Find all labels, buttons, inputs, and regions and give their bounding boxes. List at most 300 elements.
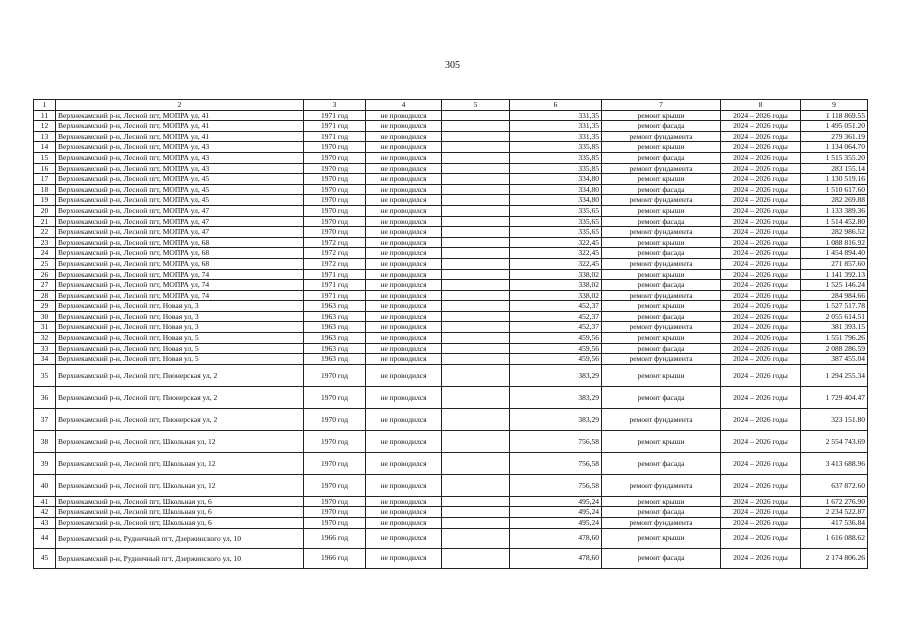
- cost-cell: 387 455.04: [801, 354, 868, 365]
- period-cell: 2024 – 2026 годы: [721, 205, 801, 216]
- column-5-cell: [442, 142, 510, 153]
- work-type-cell: ремонт крыши: [602, 430, 721, 452]
- work-type-cell: ремонт фундамента: [602, 354, 721, 365]
- area-cell: 756,58: [510, 474, 602, 496]
- row-number: 36: [34, 386, 56, 408]
- build-year-cell: 1972 год: [304, 248, 366, 259]
- area-cell: 335,85: [510, 163, 602, 174]
- area-cell: 459,56: [510, 333, 602, 344]
- repair-status-cell: не проводился: [366, 184, 442, 195]
- build-year-cell: 1970 год: [304, 507, 366, 518]
- work-type-cell: ремонт крыши: [602, 174, 721, 185]
- table-row: [34, 333, 868, 344]
- column-5-cell: [442, 121, 510, 132]
- build-year-cell: 1970 год: [304, 496, 366, 507]
- table-row: [34, 452, 868, 474]
- cost-cell: 2 234 522.87: [801, 507, 868, 518]
- column-5-cell: [442, 290, 510, 301]
- column-5-cell: [442, 205, 510, 216]
- cost-cell: 2 055 614.51: [801, 311, 868, 322]
- cost-cell: 3 413 688.96: [801, 452, 868, 474]
- address-cell: Верхнекамский р-н, Лесной пгт, МОПРА ул, 74: [56, 269, 304, 280]
- address-cell: Верхнекамский р-н, Лесной пгт, Новая ул, 5: [56, 343, 304, 354]
- column-5-cell: [442, 280, 510, 291]
- column-number: 3: [304, 100, 366, 111]
- work-type-cell: ремонт крыши: [602, 142, 721, 153]
- area-cell: 322,45: [510, 237, 602, 248]
- address-cell: Верхнекамский р-н, Лесной пгт, Новая ул, 3: [56, 301, 304, 312]
- row-number: 31: [34, 322, 56, 333]
- table-row: [34, 474, 868, 496]
- address-cell: Верхнекамский р-н, Лесной пгт, МОПРА ул, 43: [56, 163, 304, 174]
- column-5-cell: [442, 131, 510, 142]
- build-year-cell: 1963 год: [304, 301, 366, 312]
- cost-cell: 1 133 389.36: [801, 205, 868, 216]
- build-year-cell: 1971 год: [304, 121, 366, 132]
- repair-status-cell: не проводился: [366, 322, 442, 333]
- address-cell: Верхнекамский р-н, Лесной пгт, МОПРА ул, 45: [56, 195, 304, 206]
- period-cell: 2024 – 2026 годы: [721, 354, 801, 365]
- table-row: [34, 248, 868, 259]
- build-year-cell: 1970 год: [304, 184, 366, 195]
- period-cell: 2024 – 2026 годы: [721, 237, 801, 248]
- repair-status-cell: не проводился: [366, 174, 442, 185]
- row-number: 32: [34, 333, 56, 344]
- table-row: [34, 322, 868, 333]
- table-row: [34, 121, 868, 132]
- row-number: 42: [34, 507, 56, 518]
- column-5-cell: [442, 364, 510, 386]
- period-cell: 2024 – 2026 годы: [721, 548, 801, 568]
- period-cell: 2024 – 2026 годы: [721, 528, 801, 548]
- period-cell: 2024 – 2026 годы: [721, 430, 801, 452]
- area-cell: 495,24: [510, 507, 602, 518]
- address-cell: Верхнекамский р-н, Лесной пгт, МОПРА ул, 43: [56, 152, 304, 163]
- column-5-cell: [442, 452, 510, 474]
- repair-status-cell: не проводился: [366, 386, 442, 408]
- table-row: [34, 507, 868, 518]
- work-type-cell: ремонт фундамента: [602, 474, 721, 496]
- build-year-cell: 1963 год: [304, 343, 366, 354]
- column-number-row: [34, 100, 868, 111]
- repair-status-cell: не проводился: [366, 258, 442, 269]
- area-cell: 383,29: [510, 408, 602, 430]
- period-cell: 2024 – 2026 годы: [721, 269, 801, 280]
- column-5-cell: [442, 301, 510, 312]
- area-cell: 322,45: [510, 248, 602, 259]
- work-type-cell: ремонт фундамента: [602, 131, 721, 142]
- build-year-cell: 1970 год: [304, 364, 366, 386]
- column-5-cell: [442, 216, 510, 227]
- table-row: [34, 290, 868, 301]
- period-cell: 2024 – 2026 годы: [721, 184, 801, 195]
- cost-cell: 271 857.60: [801, 258, 868, 269]
- column-5-cell: [442, 237, 510, 248]
- address-cell: Верхнекамский р-н, Лесной пгт, Школьная ул, 6: [56, 518, 304, 529]
- cost-cell: 323 151.80: [801, 408, 868, 430]
- cost-cell: 279 361.19: [801, 131, 868, 142]
- cost-cell: 1 515 355.20: [801, 152, 868, 163]
- column-5-cell: [442, 195, 510, 206]
- repair-status-cell: не проводился: [366, 290, 442, 301]
- table-row: [34, 311, 868, 322]
- area-cell: 478,60: [510, 548, 602, 568]
- cost-cell: 1 729 404.47: [801, 386, 868, 408]
- cost-cell: 637 872.60: [801, 474, 868, 496]
- period-cell: 2024 – 2026 годы: [721, 163, 801, 174]
- address-cell: Верхнекамский р-н, Лесной пгт, Новая ул, 5: [56, 354, 304, 365]
- area-cell: 478,60: [510, 528, 602, 548]
- area-cell: 331,35: [510, 110, 602, 121]
- work-type-cell: ремонт крыши: [602, 301, 721, 312]
- work-type-cell: ремонт фасада: [602, 548, 721, 568]
- column-5-cell: [442, 496, 510, 507]
- area-cell: 459,56: [510, 354, 602, 365]
- row-number: 33: [34, 343, 56, 354]
- page-number: 305: [445, 60, 460, 71]
- address-cell: Верхнекамский р-н, Лесной пгт, МОПРА ул, 47: [56, 216, 304, 227]
- work-type-cell: ремонт фундамента: [602, 290, 721, 301]
- row-number: 45: [34, 548, 56, 568]
- area-cell: 335,85: [510, 142, 602, 153]
- cost-cell: 1 141 392.13: [801, 269, 868, 280]
- column-5-cell: [442, 110, 510, 121]
- area-cell: 335,65: [510, 227, 602, 238]
- period-cell: 2024 – 2026 годы: [721, 110, 801, 121]
- area-cell: 495,24: [510, 518, 602, 529]
- address-cell: Верхнекамский р-н, Лесной пгт, Пионерская ул, 2: [56, 386, 304, 408]
- repair-status-cell: не проводился: [366, 364, 442, 386]
- repair-status-cell: не проводился: [366, 131, 442, 142]
- table-row: [34, 237, 868, 248]
- area-cell: 756,58: [510, 452, 602, 474]
- area-cell: 335,65: [510, 205, 602, 216]
- table-row: [34, 364, 868, 386]
- period-cell: 2024 – 2026 годы: [721, 496, 801, 507]
- period-cell: 2024 – 2026 годы: [721, 474, 801, 496]
- table-row: [34, 184, 868, 195]
- table-row: [34, 110, 868, 121]
- build-year-cell: 1963 год: [304, 322, 366, 333]
- period-cell: 2024 – 2026 годы: [721, 322, 801, 333]
- repair-status-cell: не проводился: [366, 121, 442, 132]
- build-year-cell: 1970 год: [304, 216, 366, 227]
- period-cell: 2024 – 2026 годы: [721, 343, 801, 354]
- work-type-cell: ремонт фасада: [602, 311, 721, 322]
- column-5-cell: [442, 518, 510, 529]
- build-year-cell: 1963 год: [304, 333, 366, 344]
- column-5-cell: [442, 184, 510, 195]
- row-number: 28: [34, 290, 56, 301]
- column-5-cell: [442, 163, 510, 174]
- build-year-cell: 1971 год: [304, 269, 366, 280]
- column-5-cell: [442, 333, 510, 344]
- build-year-cell: 1971 год: [304, 131, 366, 142]
- address-cell: Верхнекамский р-н, Лесной пгт, МОПРА ул, 41: [56, 121, 304, 132]
- build-year-cell: 1970 год: [304, 452, 366, 474]
- column-5-cell: [442, 152, 510, 163]
- table-row: [34, 354, 868, 365]
- build-year-cell: 1963 год: [304, 354, 366, 365]
- build-year-cell: 1972 год: [304, 237, 366, 248]
- work-type-cell: ремонт фасада: [602, 121, 721, 132]
- repair-status-cell: не проводился: [366, 163, 442, 174]
- column-5-cell: [442, 354, 510, 365]
- row-number: 14: [34, 142, 56, 153]
- row-number: 29: [34, 301, 56, 312]
- table-row: [34, 548, 868, 568]
- cost-cell: 1 527 517.78: [801, 301, 868, 312]
- column-5-cell: [442, 474, 510, 496]
- repair-status-cell: не проводился: [366, 343, 442, 354]
- cost-cell: 1 134 064.70: [801, 142, 868, 153]
- build-year-cell: 1971 год: [304, 290, 366, 301]
- cost-cell: 1 514 452.80: [801, 216, 868, 227]
- work-type-cell: ремонт фасада: [602, 507, 721, 518]
- period-cell: 2024 – 2026 годы: [721, 386, 801, 408]
- row-number: 38: [34, 430, 56, 452]
- repair-status-cell: не проводился: [366, 408, 442, 430]
- period-cell: 2024 – 2026 годы: [721, 301, 801, 312]
- area-cell: 452,37: [510, 322, 602, 333]
- work-type-cell: ремонт фундамента: [602, 195, 721, 206]
- table-row: [34, 280, 868, 291]
- cost-cell: 417 536.84: [801, 518, 868, 529]
- work-type-cell: ремонт фундамента: [602, 322, 721, 333]
- address-cell: Верхнекамский р-н, Лесной пгт, МОПРА ул, 41: [56, 110, 304, 121]
- work-type-cell: ремонт фасада: [602, 452, 721, 474]
- table-row: [34, 430, 868, 452]
- cost-cell: 1 495 051.20: [801, 121, 868, 132]
- row-number: 11: [34, 110, 56, 121]
- area-cell: 334,80: [510, 184, 602, 195]
- column-5-cell: [442, 269, 510, 280]
- table-row: [34, 174, 868, 185]
- address-cell: Верхнекамский р-н, Лесной пгт, МОПРА ул, 74: [56, 290, 304, 301]
- area-cell: 322,45: [510, 258, 602, 269]
- area-cell: 452,37: [510, 311, 602, 322]
- column-5-cell: [442, 322, 510, 333]
- column-5-cell: [442, 343, 510, 354]
- cost-cell: 1 294 255.34: [801, 364, 868, 386]
- column-5-cell: [442, 507, 510, 518]
- cost-cell: 1 118 869.55: [801, 110, 868, 121]
- row-number: 19: [34, 195, 56, 206]
- cost-cell: 1 454 894.40: [801, 248, 868, 259]
- repair-status-cell: не проводился: [366, 430, 442, 452]
- period-cell: 2024 – 2026 годы: [721, 333, 801, 344]
- address-cell: Верхнекамский р-н, Лесной пгт, Школьная ул, 12: [56, 452, 304, 474]
- area-cell: 495,24: [510, 496, 602, 507]
- column-5-cell: [442, 528, 510, 548]
- row-number: 34: [34, 354, 56, 365]
- period-cell: 2024 – 2026 годы: [721, 311, 801, 322]
- row-number: 26: [34, 269, 56, 280]
- table-row: [34, 131, 868, 142]
- address-cell: Верхнекамский р-н, Лесной пгт, МОПРА ул, 47: [56, 205, 304, 216]
- area-cell: 383,29: [510, 386, 602, 408]
- repair-status-cell: не проводился: [366, 333, 442, 344]
- address-cell: Верхнекамский р-н, Лесной пгт, МОПРА ул, 68: [56, 258, 304, 269]
- work-type-cell: ремонт фундамента: [602, 163, 721, 174]
- repair-status-cell: не проводился: [366, 507, 442, 518]
- build-year-cell: 1970 год: [304, 205, 366, 216]
- table-row: [34, 227, 868, 238]
- address-cell: Верхнекамский р-н, Лесной пгт, МОПРА ул, 45: [56, 184, 304, 195]
- build-year-cell: 1971 год: [304, 110, 366, 121]
- cost-cell: 2 088 286.59: [801, 343, 868, 354]
- cost-cell: 282 269.88: [801, 195, 868, 206]
- column-number: 8: [721, 100, 801, 111]
- column-number: 6: [510, 100, 602, 111]
- address-cell: Верхнекамский р-н, Рудничный пгт, Дзержинского ул, 10: [56, 528, 304, 548]
- column-number: 9: [801, 100, 868, 111]
- address-cell: Верхнекамский р-н, Лесной пгт, МОПРА ул, 68: [56, 248, 304, 259]
- period-cell: 2024 – 2026 годы: [721, 258, 801, 269]
- repair-status-cell: не проводился: [366, 227, 442, 238]
- area-cell: 756,58: [510, 430, 602, 452]
- table-row: [34, 258, 868, 269]
- repair-status-cell: не проводился: [366, 518, 442, 529]
- area-cell: 452,37: [510, 301, 602, 312]
- area-cell: 334,80: [510, 195, 602, 206]
- build-year-cell: 1970 год: [304, 227, 366, 238]
- build-year-cell: 1970 год: [304, 518, 366, 529]
- cost-cell: 381 393.15: [801, 322, 868, 333]
- row-number: 44: [34, 528, 56, 548]
- work-type-cell: ремонт фундамента: [602, 518, 721, 529]
- work-type-cell: ремонт фундамента: [602, 227, 721, 238]
- column-5-cell: [442, 311, 510, 322]
- work-type-cell: ремонт фасада: [602, 280, 721, 291]
- build-year-cell: 1970 год: [304, 408, 366, 430]
- cost-cell: 1 672 276.90: [801, 496, 868, 507]
- build-year-cell: 1972 год: [304, 258, 366, 269]
- address-cell: Верхнекамский р-н, Лесной пгт, Пионерская ул, 2: [56, 364, 304, 386]
- repair-status-cell: не проводился: [366, 110, 442, 121]
- column-number: 5: [442, 100, 510, 111]
- work-type-cell: ремонт фасада: [602, 343, 721, 354]
- address-cell: Верхнекамский р-н, Лесной пгт, МОПРА ул, 68: [56, 237, 304, 248]
- column-5-cell: [442, 258, 510, 269]
- period-cell: 2024 – 2026 годы: [721, 131, 801, 142]
- cost-cell: 282 986.52: [801, 227, 868, 238]
- build-year-cell: 1970 год: [304, 163, 366, 174]
- period-cell: 2024 – 2026 годы: [721, 216, 801, 227]
- work-type-cell: ремонт фасада: [602, 184, 721, 195]
- repair-status-cell: не проводился: [366, 301, 442, 312]
- build-year-cell: 1970 год: [304, 152, 366, 163]
- column-5-cell: [442, 386, 510, 408]
- area-cell: 335,65: [510, 216, 602, 227]
- period-cell: 2024 – 2026 годы: [721, 174, 801, 185]
- column-5-cell: [442, 408, 510, 430]
- area-cell: 334,80: [510, 174, 602, 185]
- repair-status-cell: не проводился: [366, 354, 442, 365]
- address-cell: Верхнекамский р-н, Лесной пгт, МОПРА ул, 43: [56, 142, 304, 153]
- column-number: 4: [366, 100, 442, 111]
- work-type-cell: ремонт фасада: [602, 216, 721, 227]
- address-cell: Верхнекамский р-н, Лесной пгт, Школьная ул, 12: [56, 474, 304, 496]
- work-type-cell: ремонт фундамента: [602, 258, 721, 269]
- build-year-cell: 1966 год: [304, 528, 366, 548]
- period-cell: 2024 – 2026 годы: [721, 227, 801, 238]
- row-number: 41: [34, 496, 56, 507]
- repair-status-cell: не проводился: [366, 248, 442, 259]
- row-number: 15: [34, 152, 56, 163]
- work-type-cell: ремонт крыши: [602, 110, 721, 121]
- build-year-cell: 1970 год: [304, 386, 366, 408]
- work-type-cell: ремонт крыши: [602, 496, 721, 507]
- row-number: 27: [34, 280, 56, 291]
- address-cell: Верхнекамский р-н, Лесной пгт, Новая ул, 3: [56, 311, 304, 322]
- column-5-cell: [442, 227, 510, 238]
- area-cell: 331,35: [510, 131, 602, 142]
- repair-status-cell: не проводился: [366, 496, 442, 507]
- cost-cell: 1 551 796.26: [801, 333, 868, 344]
- table-row: [34, 205, 868, 216]
- repair-status-cell: не проводился: [366, 142, 442, 153]
- row-number: 21: [34, 216, 56, 227]
- repair-status-cell: не проводился: [366, 269, 442, 280]
- repair-status-cell: не проводился: [366, 311, 442, 322]
- repair-status-cell: не проводился: [366, 280, 442, 291]
- build-year-cell: 1966 год: [304, 548, 366, 568]
- area-cell: 338,02: [510, 269, 602, 280]
- cost-cell: 1 088 816.92: [801, 237, 868, 248]
- address-cell: Верхнекамский р-н, Лесной пгт, Новая ул, 5: [56, 333, 304, 344]
- address-cell: Верхнекамский р-н, Лесной пгт, Новая ул, 3: [56, 322, 304, 333]
- work-type-cell: ремонт фасада: [602, 386, 721, 408]
- period-cell: 2024 – 2026 годы: [721, 408, 801, 430]
- area-cell: 338,02: [510, 280, 602, 291]
- repair-status-cell: не проводился: [366, 237, 442, 248]
- work-type-cell: ремонт крыши: [602, 364, 721, 386]
- row-number: 16: [34, 163, 56, 174]
- row-number: 39: [34, 452, 56, 474]
- table-row: [34, 163, 868, 174]
- period-cell: 2024 – 2026 годы: [721, 518, 801, 529]
- column-number: 1: [34, 100, 56, 111]
- cost-cell: 1 525 146.24: [801, 280, 868, 291]
- area-cell: 459,56: [510, 343, 602, 354]
- table-row: [34, 142, 868, 153]
- address-cell: Верхнекамский р-н, Лесной пгт, МОПРА ул, 74: [56, 280, 304, 291]
- work-type-cell: ремонт фасада: [602, 152, 721, 163]
- address-cell: Верхнекамский р-н, Лесной пгт, МОПРА ул, 47: [56, 227, 304, 238]
- row-number: 25: [34, 258, 56, 269]
- cost-cell: 1 130 519.16: [801, 174, 868, 185]
- row-number: 20: [34, 205, 56, 216]
- area-cell: 335,85: [510, 152, 602, 163]
- period-cell: 2024 – 2026 годы: [721, 364, 801, 386]
- repair-status-cell: не проводился: [366, 528, 442, 548]
- cost-cell: 1 616 088.62: [801, 528, 868, 548]
- build-year-cell: 1971 год: [304, 280, 366, 291]
- build-year-cell: 1970 год: [304, 142, 366, 153]
- address-cell: Верхнекамский р-н, Лесной пгт, МОПРА ул, 41: [56, 131, 304, 142]
- period-cell: 2024 – 2026 годы: [721, 121, 801, 132]
- address-cell: Верхнекамский р-н, Лесной пгт, МОПРА ул, 45: [56, 174, 304, 185]
- row-number: 40: [34, 474, 56, 496]
- row-number: 17: [34, 174, 56, 185]
- cost-cell: 2 174 806.26: [801, 548, 868, 568]
- column-number: 2: [56, 100, 304, 111]
- row-number: 13: [34, 131, 56, 142]
- period-cell: 2024 – 2026 годы: [721, 195, 801, 206]
- cost-cell: 1 510 617.60: [801, 184, 868, 195]
- repair-status-cell: не проводился: [366, 195, 442, 206]
